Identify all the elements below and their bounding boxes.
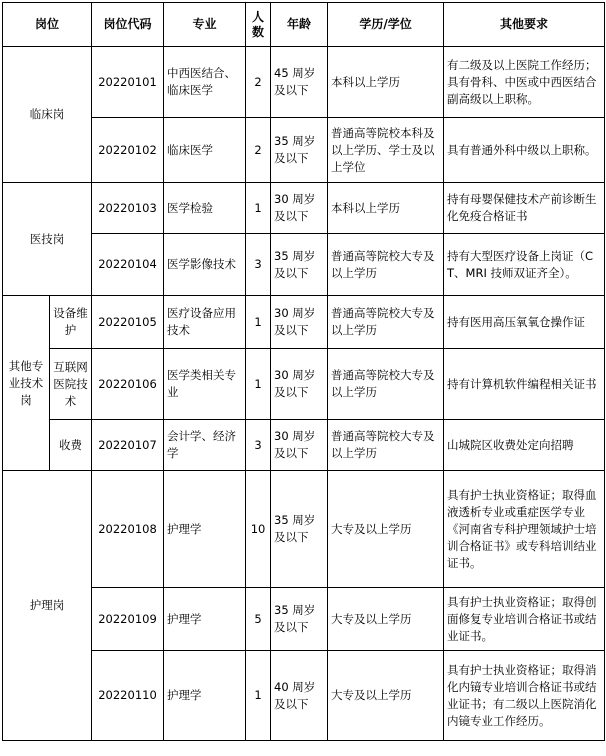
cell-age: 35 周岁及以下 [271, 588, 328, 651]
cell-edu: 普通高等院校大专及以上学历 [328, 296, 444, 349]
cell-major: 医学检验 [164, 183, 246, 234]
cell-age: 30 周岁及以下 [271, 296, 328, 349]
cell-edu: 普通高等院校本科及以上学历、学士及以上学位 [328, 118, 444, 183]
cell-count: 1 [246, 183, 271, 234]
group-otherpro: 其他专业技术岗 [3, 296, 50, 471]
table-row [3, 234, 605, 296]
cell-major: 护理学 [164, 651, 246, 741]
cell-other: 具有护士执业资格证；取得血液透析专业或重症医学专业《河南省专科护理领域护士培训合格证书》或专科培训结业证书。 [444, 471, 605, 588]
group-clinical: 临床岗 [3, 47, 92, 183]
cell-major: 临床医学 [164, 118, 246, 183]
cell-code: 20220103 [92, 183, 164, 234]
header-row [3, 3, 605, 47]
cell-code: 20220106 [92, 349, 164, 420]
group-nursing: 护理岗 [3, 471, 92, 741]
header-count: 人数 [246, 3, 271, 47]
cell-age: 35 周岁及以下 [271, 118, 328, 183]
header-code: 岗位代码 [92, 3, 164, 47]
cell-edu: 大专及以上学历 [328, 471, 444, 588]
table-row [3, 349, 605, 420]
header-major: 专业 [164, 3, 246, 47]
cell-major: 医学类相关专业 [164, 349, 246, 420]
cell-code: 20220108 [92, 471, 164, 588]
cell-count: 2 [246, 47, 271, 118]
cell-major: 护理学 [164, 471, 246, 588]
header-post: 岗位 [3, 3, 92, 47]
cell-code: 20220101 [92, 47, 164, 118]
cell-major: 护理学 [164, 588, 246, 651]
table-row [3, 183, 605, 234]
cell-code: 20220109 [92, 588, 164, 651]
cell-count: 1 [246, 349, 271, 420]
cell-count: 1 [246, 296, 271, 349]
cell-major: 中西医结合、临床医学 [164, 47, 246, 118]
cell-other: 持有母婴保健技术产前诊断生化免疫合格证书 [444, 183, 605, 234]
header-edu: 学历/学位 [328, 3, 444, 47]
cell-other: 持有医用高压氧氧仓操作证 [444, 296, 605, 349]
cell-other: 具有护士执业资格证；取得消化内镜专业培训合格证书或结业证书；有二级以上医院消化内镜专业工作经历。 [444, 651, 605, 741]
cell-edu: 大专及以上学历 [328, 588, 444, 651]
cell-age: 30 周岁及以下 [271, 183, 328, 234]
table-row [3, 118, 605, 183]
cell-other: 具有普通外科中级以上职称。 [444, 118, 605, 183]
table-row [3, 471, 605, 588]
cell-edu: 大专及以上学历 [328, 651, 444, 741]
cell-code: 20220104 [92, 234, 164, 296]
cell-other: 具有护士执业资格证；取得创面修复专业培训合格证书或结业证书。 [444, 588, 605, 651]
cell-other: 山城院区收费处定向招聘 [444, 420, 605, 471]
subgroup-charge: 收费 [50, 420, 92, 471]
table-row [3, 420, 605, 471]
cell-count: 3 [246, 234, 271, 296]
cell-major: 医学影像技术 [164, 234, 246, 296]
header-age: 年龄 [271, 3, 328, 47]
cell-major: 医疗设备应用技术 [164, 296, 246, 349]
cell-age: 35 周岁及以下 [271, 471, 328, 588]
subgroup-internet: 互联网医院技术 [50, 349, 92, 420]
cell-age: 40 周岁及以下 [271, 651, 328, 741]
table-row [3, 651, 605, 741]
group-medtech: 医技岗 [3, 183, 92, 296]
table-row [3, 47, 605, 118]
cell-age: 30 周岁及以下 [271, 349, 328, 420]
cell-edu: 本科以上学历 [328, 183, 444, 234]
cell-major: 会计学、经济学 [164, 420, 246, 471]
cell-code: 20220110 [92, 651, 164, 741]
cell-edu: 普通高等院校大专及以上学历 [328, 349, 444, 420]
subgroup-equipment: 设备维护 [50, 296, 92, 349]
cell-count: 3 [246, 420, 271, 471]
cell-age: 30 周岁及以下 [271, 420, 328, 471]
cell-age: 45 周岁及以下 [271, 47, 328, 118]
cell-code: 20220107 [92, 420, 164, 471]
cell-edu: 普通高等院校大专及以上学历 [328, 420, 444, 471]
table-row [3, 588, 605, 651]
cell-age: 35 周岁及以下 [271, 234, 328, 296]
cell-edu: 普通高等院校大专及以上学历 [328, 234, 444, 296]
cell-other: 持有计算机软件编程相关证书 [444, 349, 605, 420]
cell-count: 10 [246, 471, 271, 588]
recruitment-table [2, 2, 605, 741]
cell-count: 2 [246, 118, 271, 183]
cell-code: 20220105 [92, 296, 164, 349]
table-row [3, 296, 605, 349]
cell-count: 5 [246, 588, 271, 651]
cell-other: 持有大型医疗设备上岗证（CT、MRI 技师双证齐全）。 [444, 234, 605, 296]
cell-count: 1 [246, 651, 271, 741]
header-other: 其他要求 [444, 3, 605, 47]
cell-other: 有二级及以上医院工作经历；具有骨科、中医或中西医结合副高级以上职称。 [444, 47, 605, 118]
cell-edu: 本科以上学历 [328, 47, 444, 118]
cell-code: 20220102 [92, 118, 164, 183]
